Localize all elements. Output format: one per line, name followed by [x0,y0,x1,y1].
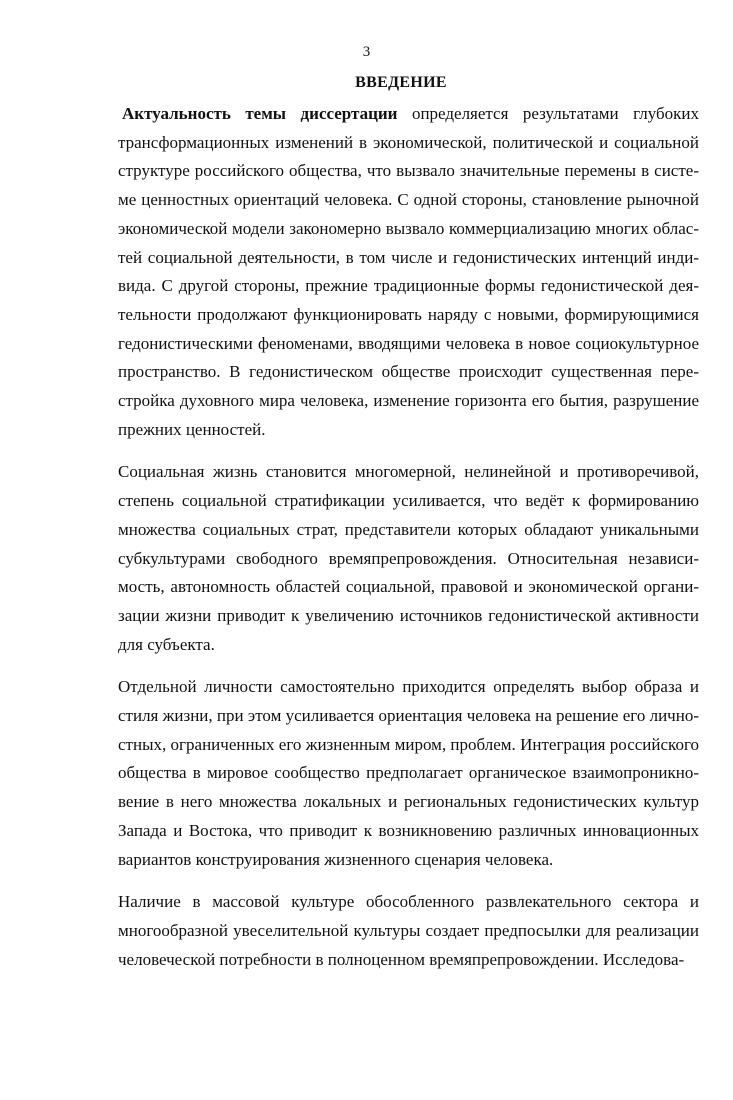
paragraph-text: Наличие в массовой культуре обособленного развлекательного сектора и многообразной увеселительной культуры создает предпосылки для реализации человеческой потребности в полноценном времяпрепровождении. Исследова- [118,892,699,969]
paragraph-text: Отдельной личности самостоятельно приходится определять выбор образа и стиля жизни, при этом усиливается ориентация человека на решение его личностных, ограниченных его жизненным миром, проблем. Интеграция российского общества в мировое сообщество предполагает органическое взаимопроникновение в него множества локальных и региональных гедонистических культур Запада и Востока, что приводит к возникновению различных инновационных вариантов конструирования жизненного сценария человека. [118,677,699,869]
paragraph-lead: Актуальность темы диссертации [122,104,398,123]
paragraph-1 [118,100,699,444]
body-text [118,100,699,988]
paragraph-2 [118,458,699,659]
paragraph-4 [118,888,699,974]
paragraph-text: определяется результатами глубоких трансформационных изменений в экономической, политической и социальной структуре российского общества, что вызвало значительные перемены в системе ценностных ориентаций человека. С одной стороны, становление рыночной экономической модели закономерно вызвало коммерциализацию многих областей социальной деятельности, в том числе и гедонистических интенций индивида. С другой стороны, прежние традиционные формы гедонистической деятельности продолжают функционировать наряду с новыми, формирующимися гедонистическими феноменами, вводящими человека в новое социокультурное пространство. В гедонистическом обществе происходит существенная перестройка духовного мира человека, изменение горизонта его бытия, разрушение прежних ценностей. [118,104,699,439]
page-number: 3 [362,44,371,60]
paragraph-text: Социальная жизнь становится многомерной, нелинейной и противоречивой, степень социальной стратификации усиливается, что ведёт к формированию множества социальных страт, представители которых обладают уникальными субкультурами свободного времяпрепровождения. Относительная независимость, автономность областей социальной, правовой и экономической организации жизни приводит к увеличению источников гедонистической активности для субъекта. [118,462,699,654]
paragraph-3 [118,673,699,874]
section-heading: ВВЕДЕНИЕ [355,74,447,91]
